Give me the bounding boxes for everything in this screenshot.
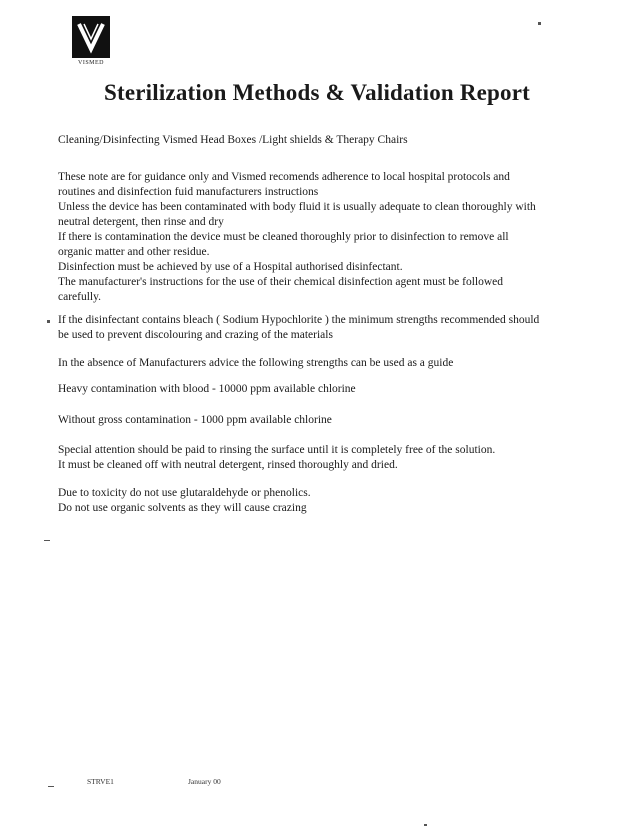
scan-speck <box>424 824 427 826</box>
bleach-paragraph <box>58 313 558 343</box>
guidance-line: carefully. <box>58 291 101 303</box>
toxicity-line: Do not use organic solvents as they will cause crazing <box>58 502 307 514</box>
special-line: It must be cleaned off with neutral detergent, rinsed thoroughly and dried. <box>58 459 398 471</box>
footer-document-code: STRVE1 <box>87 777 114 786</box>
report-subtitle: Cleaning/Disinfecting Vismed Head Boxes /Light shields & Therapy Chairs <box>58 134 408 146</box>
vismed-logo-mark <box>72 16 110 58</box>
vismed-logo <box>72 16 114 72</box>
guidance-line: organic matter and other residue. <box>58 246 210 258</box>
absence-paragraph: In the absence of Manufacturers advice the following strengths can be used as a guide <box>58 357 454 369</box>
bleach-line: If the disinfectant contains bleach ( Sodium Hypochlorite ) the minimum strengths recommended should <box>58 314 540 326</box>
special-line: Special attention should be paid to rinsing the surface until it is completely free of the solution. <box>58 444 496 456</box>
bleach-line: be used to prevent discolouring and crazing of the materials <box>58 329 333 341</box>
guidance-line: The manufacturer's instructions for the use of their chemical disinfection agent must be followed <box>58 276 504 288</box>
heavy-contamination-line: Heavy contamination with blood - 10000 ppm available chlorine <box>58 383 356 395</box>
guidance-line: If there is contamination the device must be cleaned thoroughly prior to disinfection to remove all <box>58 231 509 243</box>
guidance-line: Unless the device has been contaminated with body fluid it is usually adequate to clean thoroughly with <box>58 201 536 213</box>
special-attention-paragraph <box>58 443 558 473</box>
guidance-line: These note are for guidance only and Vismed recomends adherence to local hospital protocols and <box>58 171 510 183</box>
gross-contamination-line: Without gross contamination - 1000 ppm available chlorine <box>58 414 332 426</box>
logo-caption: VISMED <box>77 60 104 66</box>
scan-speck <box>44 540 50 541</box>
toxicity-paragraph <box>58 486 558 516</box>
guidance-paragraph <box>58 170 558 305</box>
scan-speck <box>47 320 50 323</box>
guidance-line: neutral detergent, then rinse and dry <box>58 216 224 228</box>
guidance-line: Disinfection must be achieved by use of a Hospital authorised disinfectant. <box>58 261 403 273</box>
page-title: Sterilization Methods & Validation Report <box>103 80 531 105</box>
footer-date: January 00 <box>188 777 221 786</box>
logo-v-glyph <box>72 16 110 58</box>
scan-speck <box>48 786 54 787</box>
toxicity-line: Due to toxicity do not use glutaraldehyde or phenolics. <box>58 487 311 499</box>
scan-speck <box>538 22 541 25</box>
guidance-line: routines and disinfection fuid manufacturers instructions <box>58 186 319 198</box>
